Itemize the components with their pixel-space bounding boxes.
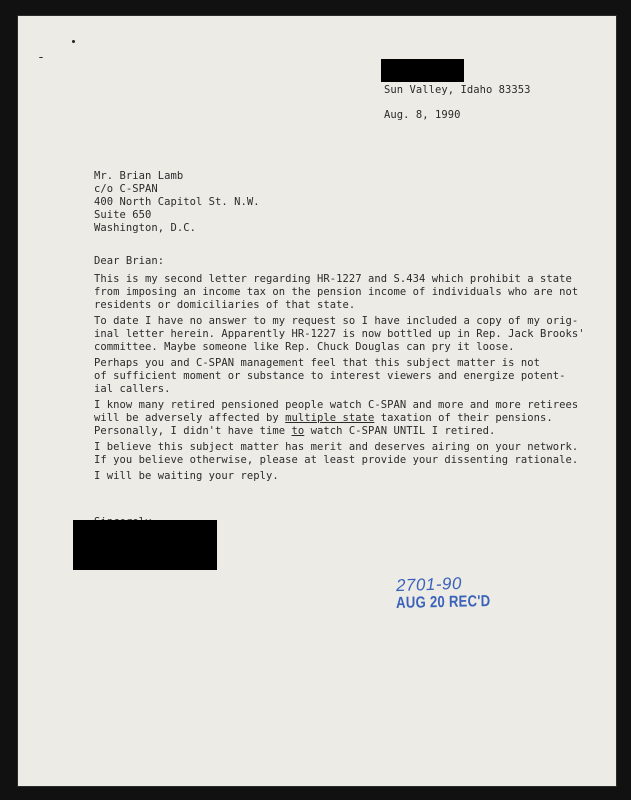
redacted-signature	[73, 520, 217, 570]
paper-mark	[39, 57, 43, 58]
paragraph-1-line: residents or domiciliaries of that state.	[94, 299, 356, 311]
paragraph-4-line	[94, 412, 553, 425]
paragraph-3-line: ial callers.	[94, 383, 171, 395]
file-number-stamp: 2701-90	[395, 573, 463, 596]
letter-page	[18, 16, 616, 786]
paragraph-1-line: This is my second letter regarding HR-1227 and S.434 which prohibit a state	[94, 273, 572, 285]
paragraph-3-line: Perhaps you and C-SPAN management feel that this subject matter is not	[94, 357, 541, 369]
paragraph-3-line: of sufficient moment or substance to interest viewers and energize potent-	[94, 370, 566, 382]
paragraph-6: I will be waiting your reply.	[94, 470, 279, 482]
paragraph-1-line: from imposing an income tax on the pension income of individuals who are not	[94, 286, 579, 298]
paper-mark	[72, 40, 75, 43]
underlined-word: to	[291, 425, 305, 437]
paragraph-4-line	[94, 425, 495, 438]
paragraph-4-line: I know many retired pensioned people watch C-SPAN and more and more retirees	[94, 399, 579, 411]
recipient-line: Washington, D.C.	[94, 222, 196, 234]
text-segment: watch C-SPAN UNTIL I retired.	[304, 425, 496, 437]
recipient-line: Mr. Brian Lamb	[94, 170, 184, 182]
paragraph-2-line: inal letter herein. Apparently HR-1227 is now bottled up in Rep. Jack Brooks'	[94, 328, 585, 340]
recipient-line: 400 North Capitol St. N.W.	[94, 196, 260, 208]
paragraph-5-line: I believe this subject matter has merit and deserves airing on your network.	[94, 441, 579, 453]
received-date-stamp: AUG 20 REC'D	[396, 592, 491, 612]
redacted-sender-name	[381, 59, 464, 82]
sender-address: Sun Valley, Idaho 83353	[384, 84, 531, 96]
text-segment: Personally, I didn't have time	[94, 425, 292, 437]
underlined-phrase: multiple state	[285, 412, 375, 424]
letter-date: Aug. 8, 1990	[384, 109, 461, 121]
paragraph-2-line: committee. Maybe someone like Rep. Chuck Douglas can pry it loose.	[94, 341, 515, 353]
text-segment: will be adversely affected by	[94, 412, 286, 424]
salutation: Dear Brian:	[94, 255, 165, 267]
recipient-line: Suite 650	[94, 209, 152, 221]
paragraph-5-line: If you believe otherwise, please at least provide your dissenting rationale.	[94, 454, 579, 466]
text-segment: taxation of their pensions.	[374, 412, 553, 424]
recipient-line: c/o C-SPAN	[94, 183, 158, 195]
paragraph-2-line: To date I have no answer to my request so I have included a copy of my orig-	[94, 315, 579, 327]
